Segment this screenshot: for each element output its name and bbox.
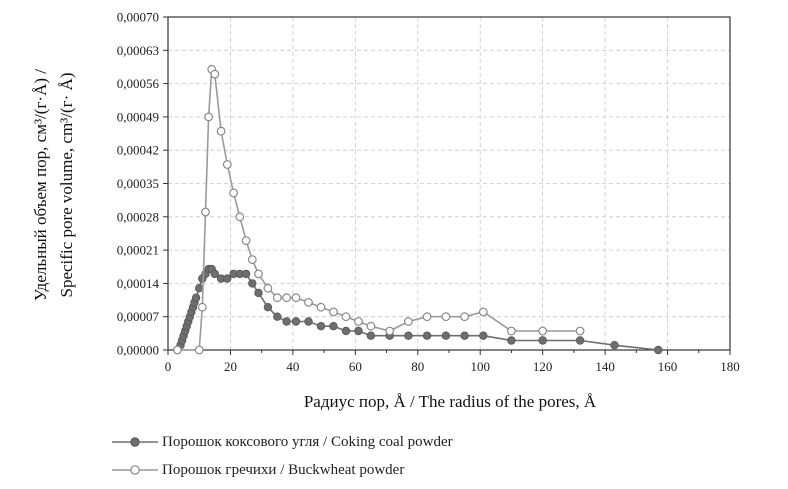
y-tick-label: 0,00063: [116, 42, 159, 58]
y-tick-label: 0,00042: [116, 142, 159, 158]
data-point-open: [292, 294, 300, 302]
data-point-open: [480, 308, 488, 316]
x-tick-label: 120: [532, 359, 553, 374]
series-line: [177, 69, 580, 350]
x-tick-label: 80: [411, 359, 425, 374]
data-point-open: [242, 237, 250, 245]
data-point-open: [423, 313, 431, 321]
x-tick-label: 0: [164, 359, 172, 374]
x-tick-label: 60: [348, 359, 362, 374]
data-point-filled: [576, 337, 584, 345]
data-point-open: [236, 213, 244, 221]
data-point-filled: [442, 332, 450, 340]
y-tick-label: 0,00070: [116, 9, 159, 25]
data-point-open: [405, 318, 413, 326]
y-axis-title-line-2: Specific pore volume, cm³/(г· Å): [57, 72, 76, 298]
x-tick-label: 100: [470, 359, 490, 374]
data-point-filled: [508, 337, 516, 345]
y-tick-label: 0,00014: [116, 275, 159, 291]
y-tick-label: 0,00035: [116, 176, 159, 191]
legend-marker-open-circle: [112, 463, 158, 477]
data-point-filled: [242, 270, 250, 278]
data-point-filled: [192, 294, 200, 302]
data-point-filled: [330, 322, 338, 330]
data-point-filled: [274, 313, 282, 321]
data-point-open: [367, 322, 375, 330]
data-point-open: [249, 256, 257, 264]
data-point-open: [317, 303, 325, 311]
legend-label-coking-coal: Порошок коксового угля / Coking coal powder: [162, 433, 453, 450]
data-point-open: [305, 299, 313, 307]
y-tick-label: 0,00056: [116, 76, 159, 92]
data-point-open: [174, 346, 182, 354]
data-point-open: [255, 270, 263, 278]
data-point-open: [386, 327, 394, 335]
data-point-filled: [249, 280, 257, 288]
data-point-open: [461, 313, 469, 321]
data-point-filled: [305, 318, 313, 326]
grid-lines: [168, 17, 730, 350]
data-point-filled: [611, 341, 619, 349]
data-point-open: [576, 327, 584, 335]
data-point-filled: [461, 332, 469, 340]
legend-label-buckwheat: Порошок гречихи / Buckwheat powder: [162, 461, 405, 478]
y-tick-label: 0,00000: [116, 342, 159, 358]
data-point-filled: [355, 327, 363, 335]
legend-entry-buckwheat: [112, 460, 404, 480]
y-tick-label: 0,00007: [116, 309, 159, 325]
data-point-filled: [539, 337, 547, 345]
data-point-open: [274, 294, 282, 302]
x-tick-label: 20: [223, 359, 237, 374]
data-point-open: [330, 308, 338, 316]
data-point-filled: [654, 346, 662, 354]
legend-entry-coking-coal: [112, 432, 453, 452]
data-point-open: [217, 127, 225, 135]
data-point-open: [230, 189, 238, 197]
x-tick-label: 160: [657, 359, 678, 374]
data-point-filled: [367, 332, 375, 340]
data-point-open: [199, 303, 207, 311]
data-point-open: [355, 318, 363, 326]
data-point-filled: [255, 289, 263, 297]
data-point-open: [508, 327, 516, 335]
y-tick-label: 0,00028: [116, 209, 159, 225]
data-point-open: [539, 327, 547, 335]
data-point-filled: [264, 303, 272, 311]
y-axis-title-line-1: Удельный объем пор, см³/(г·Å) /: [31, 69, 50, 301]
data-point-filled: [480, 332, 488, 340]
data-point-open: [224, 161, 232, 169]
data-point-filled: [423, 332, 431, 340]
data-point-open: [342, 313, 350, 321]
x-axis-title: Радиус пор, Å / The radius of the pores, Å: [303, 392, 597, 411]
axes: [163, 17, 730, 355]
legend-marker-filled-circle: [112, 435, 158, 449]
x-tick-label: 40: [286, 359, 300, 374]
data-point-filled: [405, 332, 413, 340]
data-point-filled: [283, 318, 291, 326]
data-point-open: [205, 113, 213, 121]
data-point-open: [283, 294, 291, 302]
data-point-filled: [317, 322, 325, 330]
y-tick-label: 0,00021: [116, 242, 159, 258]
x-tick-label: 180: [720, 359, 740, 374]
data-point-open: [211, 70, 219, 78]
data-point-open: [264, 284, 272, 292]
data-point-filled: [292, 318, 300, 326]
series-buckwheat: [174, 66, 584, 354]
y-tick-label: 0,00049: [116, 109, 159, 125]
data-point-open: [442, 313, 450, 321]
data-point-filled: [342, 327, 350, 335]
data-point-open: [202, 208, 210, 216]
data-point-filled: [195, 284, 203, 292]
data-point-open: [195, 346, 203, 354]
x-tick-label: 140: [595, 359, 615, 374]
